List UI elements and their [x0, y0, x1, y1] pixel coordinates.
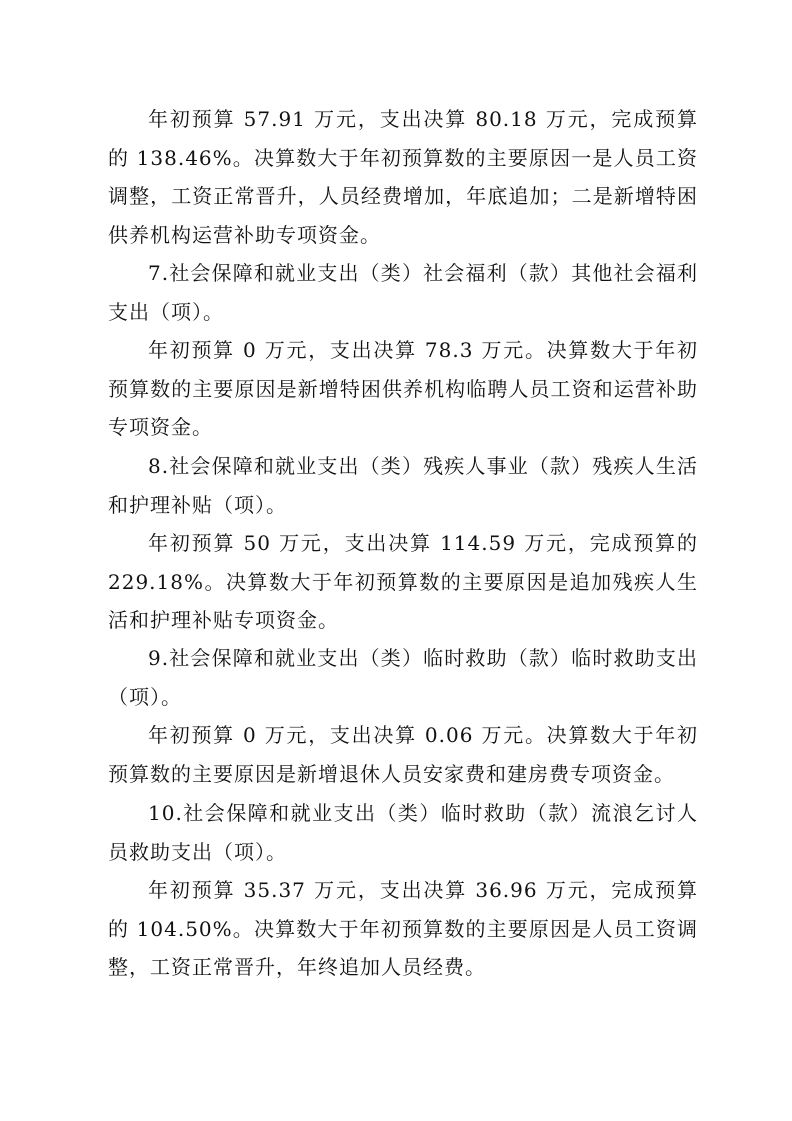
paragraph-item-7-detail: 年初预算 0 万元，支出决算 78.3 万元。决算数大于年初预算数的主要原因是新增特困供养机构临聘人员工资和运营补助专项资金。: [108, 338, 698, 439]
paragraph-item-9-heading: 9.社会保障和就业支出（类）临时救助（款）临时救助支出（项）。: [108, 646, 698, 709]
paragraph-item-8-heading: 8.社会保障和就业支出（类）残疾人事业（款）残疾人生活和护理补贴（项）。: [108, 454, 698, 517]
paragraph-item-9-detail: 年初预算 0 万元，支出决算 0.06 万元。决算数大于年初预算数的主要原因是新增退休人员安家费和建房费专项资金。: [108, 723, 698, 786]
paragraph-item-10-heading: 10.社会保障和就业支出（类）临时救助（款）流浪乞讨人员救助支出（项）。: [108, 801, 698, 864]
paragraph-item-10-detail: 年初预算 35.37 万元，支出决算 36.96 万元，完成预算的 104.50%。决算数大于年初预算数的主要原因是人员工资调整，工资正常晋升，年终追加人员经费。: [108, 878, 698, 979]
paragraph-item-7-heading: 7.社会保障和就业支出（类）社会福利（款）其他社会福利支出（项）。: [108, 261, 698, 324]
paragraph-budget-item-6-detail: 年初预算 57.91 万元，支出决算 80.18 万元，完成预算的 138.46%。决算数大于年初预算数的主要原因一是人员工资调整，工资正常晋升，人员经费增加，年底追加；二是新增特困供养机构运营补助专项资金。: [108, 107, 698, 247]
paragraph-item-8-detail: 年初预算 50 万元，支出决算 114.59 万元，完成预算的 229.18%。决算数大于年初预算数的主要原因是追加残疾人生活和护理补贴专项资金。: [108, 531, 698, 632]
